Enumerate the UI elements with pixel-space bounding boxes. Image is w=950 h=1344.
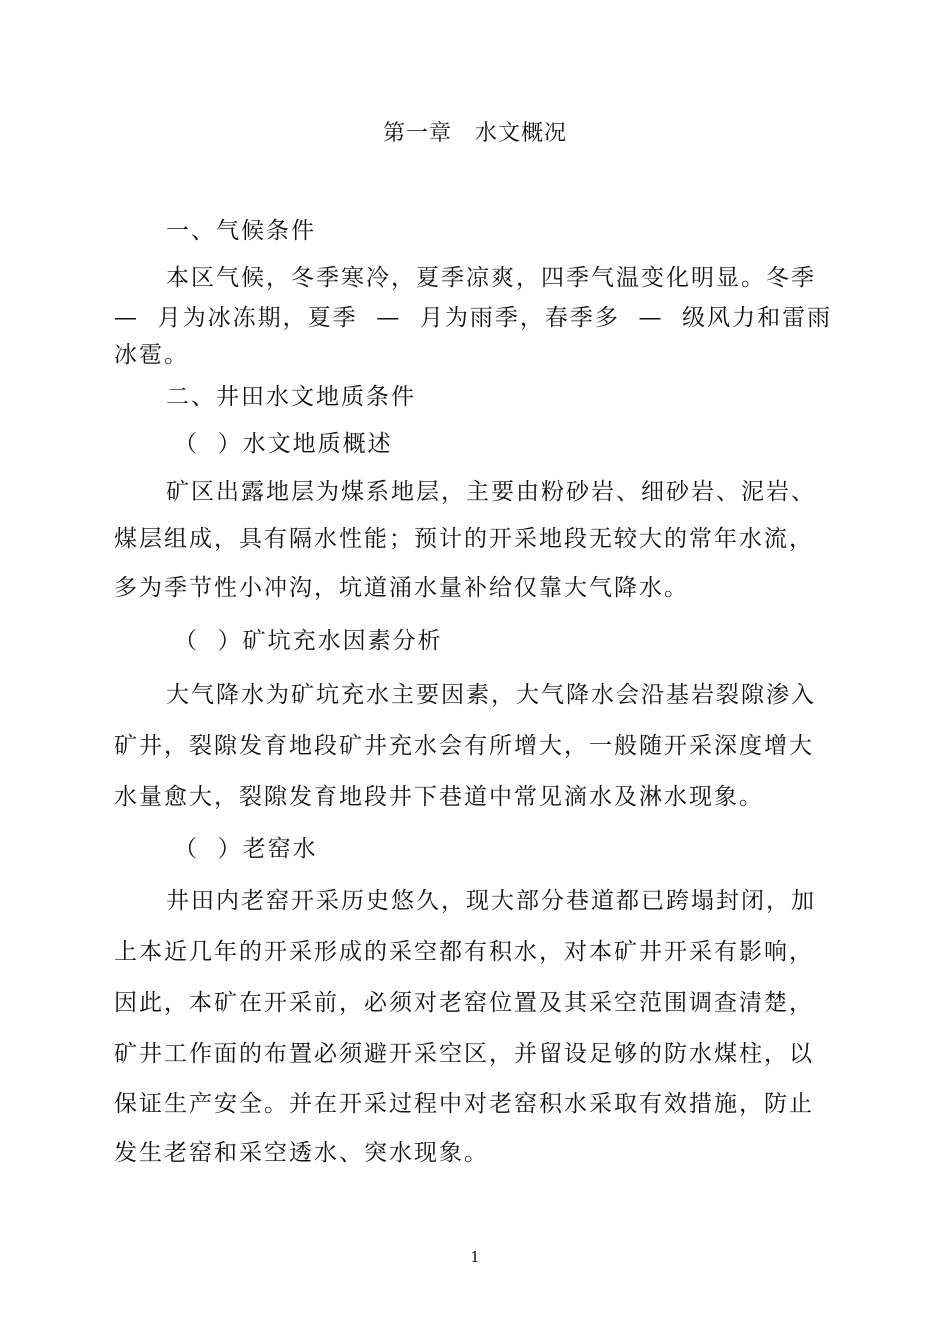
section-heading-hydrogeology: 二、井田水文地质条件 <box>166 384 416 410</box>
paragraph-line: 发生老窑和采空透水、突水现象。 <box>114 1140 489 1166</box>
paragraph-line: 煤层组成，具有隔水性能；预计的开采地段无较大的常年水流， <box>114 526 814 552</box>
paragraph-line: 保证生产安全。并在开采过程中对老窑积水采取有效措施，防止 <box>114 1091 814 1117</box>
paragraph-line: 上本近几年的开采形成的采空都有积水，对本矿井开采有影响， <box>114 939 814 965</box>
subsection-heading-overview: （ ）水文地质概述 <box>174 431 393 457</box>
paragraph-line: 本区气候，冬季寒冷，夏季凉爽，四季气温变化明显。冬季 <box>166 265 816 291</box>
subsection-heading-water-factors: （ ）矿坑充水因素分析 <box>174 628 443 654</box>
paragraph-line: 大气降水为矿坑充水主要因素，大气降水会沿基岩裂隙渗入 <box>166 682 816 708</box>
section-heading-climate: 一、气候条件 <box>166 218 316 244</box>
paragraph-line: 水量愈大，裂隙发育地段井下巷道中常见滴水及淋水现象。 <box>114 784 764 810</box>
page-number: 1 <box>470 1248 480 1266</box>
paragraph-line: 因此，本矿在开采前，必须对老窑位置及其采空范围调查清楚， <box>114 990 814 1016</box>
paragraph-line: 矿区出露地层为煤系地层，主要由粉砂岩、细砂岩、泥岩、 <box>166 479 816 505</box>
paragraph-line: — 月为冰冻期，夏季 — 月为雨季，春季多 — 级风力和雷雨 <box>114 305 833 331</box>
paragraph-line: 冰雹。 <box>114 342 189 368</box>
paragraph-line: 井田内老窑开采历史悠久，现大部分巷道都已跨塌封闭，加 <box>166 888 816 914</box>
paragraph-line: 矿井，裂隙发育地段矿井充水会有所增大，一般随开采深度增大 <box>114 733 814 759</box>
chapter-title: 第一章 水文概况 <box>382 121 567 146</box>
paragraph-line: 多为季节性小冲沟，坑道涌水量补给仅靠大气降水。 <box>114 575 689 601</box>
paragraph-line: 矿井工作面的布置必须避开采空区，并留设足够的防水煤柱，以 <box>114 1041 814 1067</box>
subsection-heading-old-kiln-water: （ ）老窑水 <box>174 836 318 862</box>
